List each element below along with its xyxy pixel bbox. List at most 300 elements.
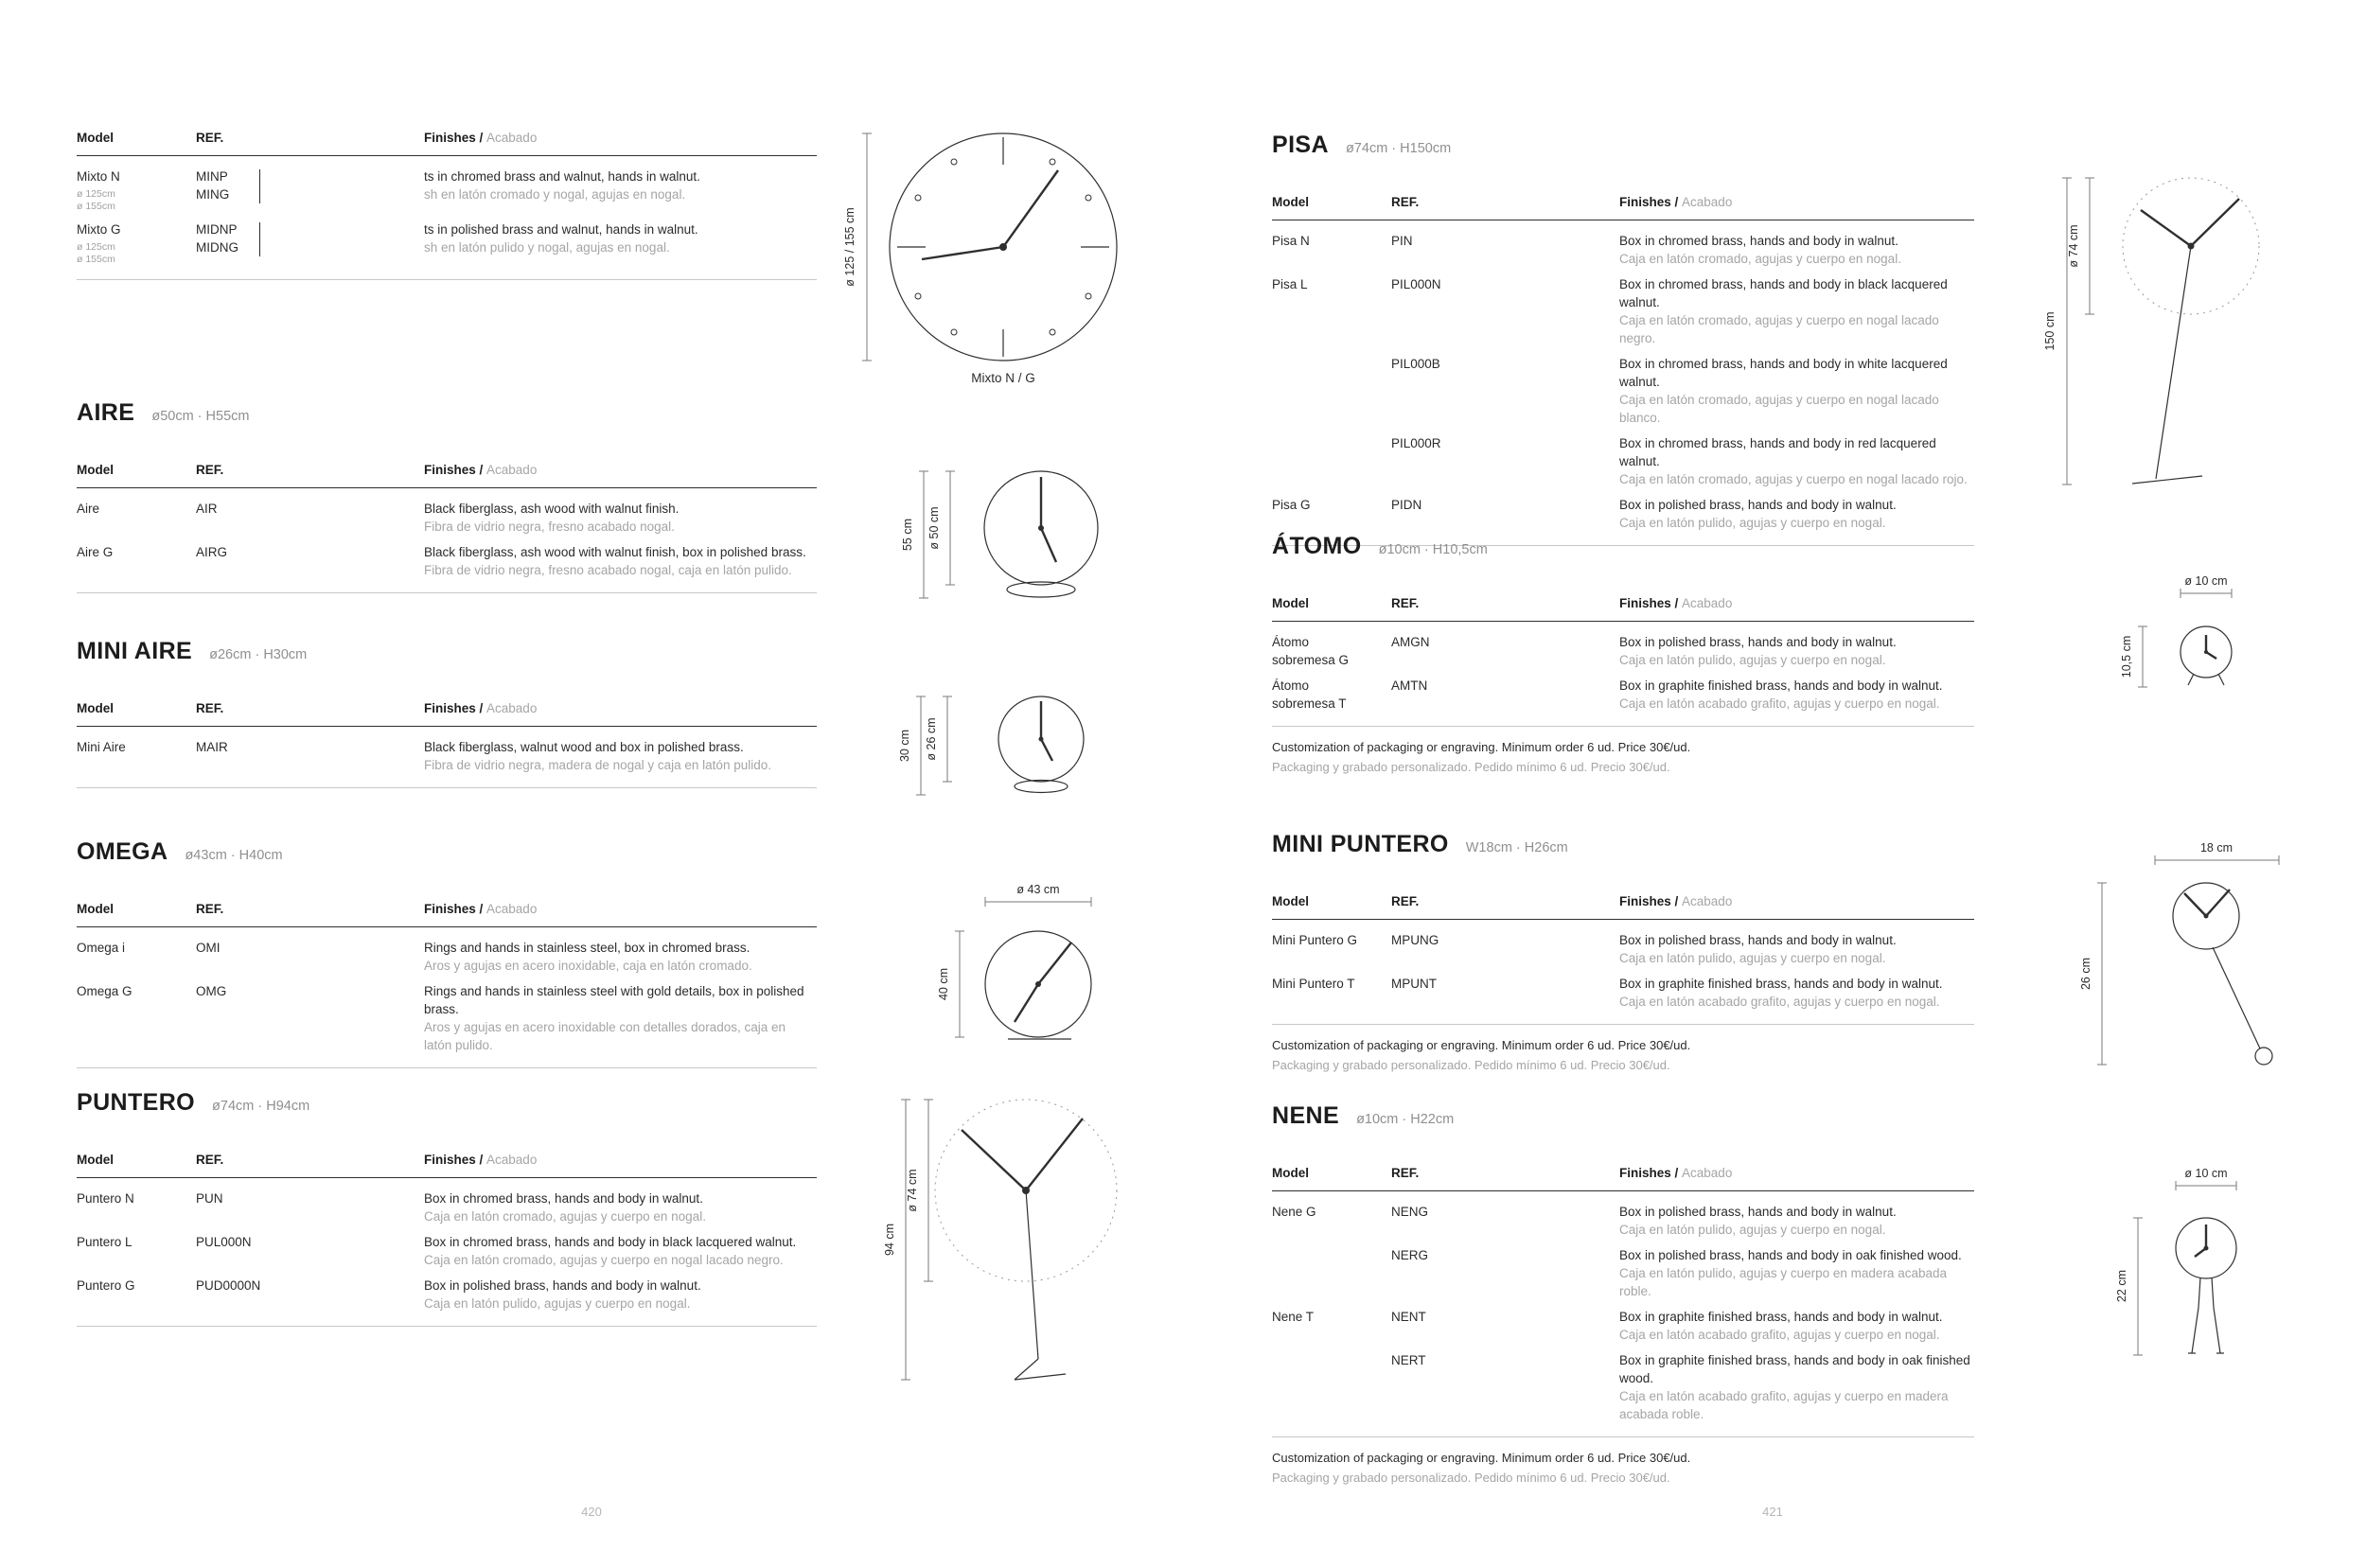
column-header-finishes-en: Finishes /: [1619, 596, 1683, 610]
model-name: Nene T: [1272, 1310, 1315, 1324]
finish-description-es: Caja en latón acabado grafito, agujas y cuerpo en nogal.: [1619, 995, 1940, 1009]
finish-description-es: Aros y agujas en acero inoxidable, caja en latón cromado.: [424, 959, 752, 973]
cell-finishes: [1619, 1308, 1974, 1344]
pisa-clock-diagram: [2035, 170, 2319, 511]
finish-description-es: sh en latón cromado y nogal, agujas en nogal.: [424, 187, 686, 202]
cell-model: [77, 220, 196, 266]
section-dimensions: ø74cm · H150cm: [1345, 141, 1452, 156]
cell-finishes: [1619, 232, 1974, 268]
section-header: [1272, 833, 1974, 856]
cell-model: [77, 500, 196, 536]
aire-dimension-lines: [901, 471, 955, 598]
column-header-ref: REF.: [196, 701, 224, 715]
finish-description-es: Fibra de vidrio negra, fresno acabado nogal.: [424, 520, 675, 534]
cell-model: [1272, 931, 1391, 967]
mini-puntero-dimension-lines: [2079, 841, 2279, 1065]
section-dimensions: ø74cm · H94cm: [212, 1099, 310, 1114]
cell-ref: [1391, 1308, 1619, 1344]
table-row: [1272, 492, 1974, 536]
finish-description-en: Box in chromed brass, hands and body in red lacquered walnut.: [1619, 436, 1936, 468]
column-header-finishes-es: Acabado: [1682, 596, 1733, 610]
cell-ref: [1391, 677, 1619, 713]
model-name: Omega G: [77, 984, 132, 998]
cell-ref: [196, 939, 424, 975]
model-name: Pisa N: [1272, 234, 1310, 248]
column-header-finishes: [424, 131, 817, 146]
mini-aire-clock-drawing: [998, 696, 1084, 793]
aire-diameter-label: ø 50 cm: [927, 506, 941, 550]
table-body: [1272, 1191, 1974, 1437]
cell-model: [1272, 434, 1391, 488]
mini-puntero-height-label: 26 cm: [2079, 957, 2092, 991]
ref-code: MAIR: [196, 740, 228, 754]
model-name: Mixto N: [77, 169, 120, 184]
cell-ref: [1391, 633, 1619, 669]
column-header-finishes-es: Acabado: [486, 902, 538, 916]
cell-finishes: [1619, 1351, 1974, 1423]
pisa-diameter-label: ø 74 cm: [2067, 224, 2080, 268]
nene-clock-drawing: [2176, 1218, 2236, 1353]
cell-finishes: [424, 543, 817, 579]
table-row: [77, 496, 817, 539]
ref-code: NENT: [1391, 1310, 1426, 1324]
column-header-ref: REF.: [1391, 1166, 1420, 1180]
section-mixto: [77, 131, 817, 280]
ref-code: AIRG: [196, 545, 228, 559]
table-header-row: [1272, 894, 1974, 920]
pisa-clock-drawing: [2123, 178, 2259, 484]
finish-description-en: ts in chromed brass and walnut, hands in walnut.: [424, 169, 700, 184]
model-name: Mixto G: [77, 222, 121, 237]
model-size: ø 125cm: [77, 188, 115, 200]
cell-model: [77, 543, 196, 579]
cell-finishes: [1619, 355, 1974, 427]
ref-code: PIN: [1391, 234, 1413, 248]
model-name: Puntero N: [77, 1191, 134, 1206]
section-dimensions: ø26cm · H30cm: [209, 647, 308, 662]
finish-description-es: Fibra de vidrio negra, fresno acabado nogal, caja en latón pulido.: [424, 563, 792, 577]
table-row: [77, 734, 817, 778]
column-header-finishes: [424, 1153, 817, 1168]
table-row: [1272, 1304, 1974, 1348]
section-header: [77, 1091, 817, 1115]
page-number-right: 421: [1762, 1505, 1783, 1519]
model-name: sobremesa T: [1272, 696, 1347, 711]
customization-note: [1272, 738, 1974, 777]
cell-finishes: [1619, 496, 1974, 532]
atomo-dimension-lines: [2120, 574, 2232, 687]
finish-description-es: Caja en latón cromado, agujas y cuerpo en nogal lacado negro.: [1619, 313, 1939, 345]
omega-diameter-label: ø 43 cm: [1016, 883, 1060, 896]
finish-description-es: Caja en latón cromado, agujas y cuerpo en nogal.: [424, 1209, 706, 1224]
cell-finishes: [1619, 633, 1974, 669]
column-header-model: Model: [77, 902, 114, 916]
ref-code: AIR: [196, 502, 218, 516]
cell-model: [77, 1277, 196, 1313]
finish-description-es: Caja en latón cromado, agujas y cuerpo en nogal lacado negro.: [424, 1253, 784, 1267]
section-header: [1272, 535, 1974, 558]
column-header-finishes-en: Finishes /: [424, 902, 487, 916]
table-row: [77, 978, 817, 1058]
cell-model: [77, 939, 196, 975]
ref-code: MPUNG: [1391, 933, 1439, 947]
section-dimensions: ø43cm · H40cm: [185, 848, 283, 863]
cell-ref: [1391, 355, 1619, 427]
model-name: Átomo: [1272, 635, 1310, 649]
finish-description-en: Box in chromed brass, hands and body in walnut.: [424, 1191, 703, 1206]
mini-puntero-clock-diagram: [2073, 833, 2338, 1088]
finish-description-es: sh en latón pulido y nogal, agujas en nogal.: [424, 240, 670, 255]
cell-finishes: [1619, 1203, 1974, 1239]
ref-code: PIL000R: [1391, 436, 1441, 450]
column-header-finishes: [1619, 596, 1974, 611]
ref-code: NERG: [1391, 1248, 1429, 1262]
column-header-finishes-es: Acabado: [1682, 195, 1733, 209]
column-header-finishes-es: Acabado: [486, 1153, 538, 1167]
section-atomo: [1272, 535, 1974, 777]
column-header-finishes-en: Finishes /: [424, 701, 487, 715]
section-mini-puntero: [1272, 833, 1974, 1075]
cell-finishes: [424, 1233, 817, 1269]
section-aire: [77, 401, 817, 593]
cell-finishes: [1619, 975, 1974, 1011]
section-mini-aire: [77, 640, 817, 788]
aire-height-label: 55 cm: [901, 518, 914, 552]
finish-description-es: Caja en latón cromado, agujas y cuerpo en nogal lacado rojo.: [1619, 472, 1968, 486]
finish-description-en: Box in polished brass, hands and body in walnut.: [1619, 933, 1897, 947]
cell-model: [1272, 975, 1391, 1011]
aire-clock-drawing: [984, 471, 1098, 597]
cell-finishes: [424, 500, 817, 536]
model-size: ø 155cm: [77, 254, 115, 265]
cell-model: [77, 982, 196, 1054]
table-row: [1272, 971, 1974, 1014]
table-row: [1272, 351, 1974, 431]
table-body: [77, 727, 817, 788]
finish-description-es: Caja en latón pulido, agujas y cuerpo en nogal.: [1619, 1223, 1886, 1237]
column-header-finishes-en: Finishes /: [1619, 894, 1683, 908]
finish-description-es: Caja en latón pulido, agujas y cuerpo en nogal.: [1619, 653, 1886, 667]
column-header-model: Model: [1272, 894, 1309, 908]
omega-dimension-lines: [937, 883, 1091, 1037]
model-name: Nene G: [1272, 1205, 1316, 1219]
customization-note-en: Customization of packaging or engraving. Minimum order 6 ud. Price 30€/ud.: [1272, 1038, 1691, 1052]
atomo-height-label: 10,5 cm: [2120, 635, 2133, 678]
column-header-finishes-es: Acabado: [486, 701, 538, 715]
section-header: [77, 840, 817, 864]
finish-description-en: Box in polished brass, hands and body in walnut.: [424, 1278, 701, 1293]
mixto-clock-diagram: [842, 121, 1164, 405]
ref-code: PIL000B: [1391, 357, 1440, 371]
cell-finishes: [1619, 434, 1974, 488]
cell-ref: [1391, 232, 1619, 268]
cell-model: [77, 738, 196, 774]
table-body: [1272, 622, 1974, 727]
finish-description-en: Box in chromed brass, hands and body in walnut.: [1619, 234, 1898, 248]
table-row: [1272, 1348, 1974, 1427]
cell-ref: [196, 167, 424, 213]
nene-dimension-lines: [2115, 1167, 2236, 1355]
table-body: [77, 927, 817, 1068]
finish-description-en: Box in graphite finished brass, hands and body in walnut.: [1619, 1310, 1943, 1324]
cell-ref: [196, 1189, 424, 1225]
section-title: NENE: [1272, 1102, 1340, 1129]
ref-code: PUL000N: [196, 1235, 252, 1249]
aire-clock-diagram: [890, 445, 1117, 634]
table-row: [1272, 629, 1974, 673]
model-name: Mini Aire: [77, 740, 126, 754]
ref-code: MIDNP: [196, 222, 238, 237]
section-header: [1272, 133, 1974, 157]
cell-ref: [1391, 1203, 1619, 1239]
table-header-row: [77, 463, 817, 488]
mixto-dimension-lines: [843, 133, 872, 361]
cell-model: [77, 1233, 196, 1269]
customization-note-en: Customization of packaging or engraving. Minimum order 6 ud. Price 30€/ud.: [1272, 1451, 1691, 1465]
table-row: [77, 1186, 817, 1229]
nene-diameter-label: ø 10 cm: [2184, 1167, 2228, 1180]
finish-description-es: Caja en latón acabado grafito, agujas y cuerpo en nogal.: [1619, 1328, 1940, 1342]
section-title: PISA: [1272, 132, 1329, 158]
mini-aire-dimension-lines: [898, 696, 952, 795]
finish-description-en: Black fiberglass, walnut wood and box in polished brass.: [424, 740, 744, 754]
cell-finishes: [424, 982, 817, 1054]
finish-description-en: Box in graphite finished brass, hands and body in walnut.: [1619, 977, 1943, 991]
table-row: [77, 164, 817, 217]
customization-note: [1272, 1449, 1974, 1488]
cell-model: [1272, 355, 1391, 427]
column-header-finishes-en: Finishes /: [424, 1153, 487, 1167]
cell-ref: [196, 982, 424, 1054]
finish-description-es: Caja en latón pulido, agujas y cuerpo en nogal.: [1619, 951, 1886, 965]
ref-code: MPUNT: [1391, 977, 1437, 991]
customization-note: [1272, 1036, 1974, 1075]
table-row: [1272, 228, 1974, 272]
cell-model: [1272, 1246, 1391, 1300]
cell-model: [1272, 1351, 1391, 1423]
table-header-row: [77, 1153, 817, 1178]
puntero-clock-drawing: [935, 1100, 1117, 1380]
cell-finishes: [1619, 677, 1974, 713]
column-header-model: Model: [77, 701, 114, 715]
section-header: [77, 640, 817, 663]
column-header-finishes: [1619, 195, 1974, 210]
puntero-clock-diagram: [880, 1077, 1136, 1399]
model-name: Átomo: [1272, 678, 1310, 693]
column-header-ref: REF.: [1391, 894, 1420, 908]
column-header-finishes-en: Finishes /: [1619, 195, 1683, 209]
table-body: [77, 488, 817, 593]
finish-description-es: Caja en latón cromado, agujas y cuerpo en nogal.: [1619, 252, 1901, 266]
model-name: Omega i: [77, 941, 126, 955]
cell-finishes: [1619, 275, 1974, 347]
finish-description-es: Caja en latón cromado, agujas y cuerpo en nogal lacado blanco.: [1619, 393, 1939, 425]
cell-model: [77, 167, 196, 213]
mini-aire-height-label: 30 cm: [898, 729, 911, 763]
column-header-ref: REF.: [196, 902, 224, 916]
ref-code: PUN: [196, 1191, 223, 1206]
column-header-finishes-es: Acabado: [1682, 894, 1733, 908]
customization-note-es: Packaging y grabado personalizado. Pedido mínimo 6 ud. Precio 30€/ud.: [1272, 759, 1670, 774]
column-header-finishes: [424, 902, 817, 917]
finish-description-en: Rings and hands in stainless steel with gold details, box in polished brass.: [424, 984, 804, 1016]
customization-note-es: Packaging y grabado personalizado. Pedido mínimo 6 ud. Precio 30€/ud.: [1272, 1057, 1670, 1072]
table-row: [1272, 927, 1974, 971]
model-name: Pisa L: [1272, 277, 1308, 291]
finish-description-es: Fibra de vidrio negra, madera de nogal y caja en latón pulido.: [424, 758, 771, 772]
cell-finishes: [424, 220, 817, 266]
model-name: Mini Puntero T: [1272, 977, 1355, 991]
section-dimensions: ø50cm · H55cm: [151, 409, 250, 424]
column-header-ref: REF.: [1391, 195, 1420, 209]
cell-ref: [196, 543, 424, 579]
cell-model: [1272, 1203, 1391, 1239]
section-title: AIRE: [77, 399, 135, 426]
column-header-finishes-en: Finishes /: [424, 463, 487, 477]
pisa-dimension-lines: [2043, 178, 2094, 484]
finish-description-en: Black fiberglass, ash wood with walnut finish.: [424, 502, 680, 516]
section-header: [1272, 1104, 1974, 1128]
table-body: [77, 1178, 817, 1327]
cell-finishes: [424, 939, 817, 975]
pisa-height-label: 150 cm: [2043, 311, 2057, 351]
column-header-model: Model: [1272, 596, 1309, 610]
table-row: [77, 935, 817, 978]
section-dimensions: W18cm · H26cm: [1465, 840, 1568, 855]
table-row: [1272, 431, 1974, 492]
finish-description-es: Caja en latón acabado grafito, agujas y cuerpo en nogal.: [1619, 696, 1940, 711]
ref-code: NENG: [1391, 1205, 1429, 1219]
ref-code: MINP: [196, 169, 228, 184]
section-dimensions: ø10cm · H22cm: [1356, 1112, 1455, 1127]
model-name: Puntero G: [77, 1278, 135, 1293]
cell-model: [1272, 275, 1391, 347]
table-row: [77, 1229, 817, 1273]
atomo-clock-drawing: [2181, 626, 2232, 685]
column-header-finishes: [1619, 894, 1974, 909]
puntero-height-label: 94 cm: [883, 1223, 896, 1257]
nene-height-label: 22 cm: [2115, 1269, 2128, 1303]
cell-ref: [1391, 434, 1619, 488]
finish-description-en: Box in graphite finished brass, hands and body in walnut.: [1619, 678, 1943, 693]
model-size: ø 155cm: [77, 201, 115, 212]
page-number-left: 420: [581, 1505, 602, 1519]
cell-model: [1272, 496, 1391, 532]
table-header-row: [77, 701, 817, 727]
cell-ref: [1391, 496, 1619, 532]
finish-description-en: Box in chromed brass, hands and body in black lacquered walnut.: [1619, 277, 1948, 309]
ref-code: OMI: [196, 941, 221, 955]
table-row: [1272, 1242, 1974, 1304]
atomo-clock-diagram: [2110, 568, 2309, 719]
section-dimensions: ø10cm · H10,5cm: [1378, 542, 1488, 557]
mini-aire-diameter-label: ø 26 cm: [925, 717, 938, 761]
finish-description-es: Caja en latón acabado grafito, agujas y cuerpo en madera acabada roble.: [1619, 1389, 1949, 1421]
ref-code: PIL000N: [1391, 277, 1441, 291]
finish-description-en: Black fiberglass, ash wood with walnut finish, box in polished brass.: [424, 545, 806, 559]
model-name: Aire: [77, 502, 100, 516]
cell-ref: [196, 738, 424, 774]
customization-note-en: Customization of packaging or engraving. Minimum order 6 ud. Price 30€/ud.: [1272, 740, 1691, 754]
cell-ref: [196, 1233, 424, 1269]
table-row: [77, 539, 817, 583]
cell-ref: [196, 220, 424, 266]
puntero-diameter-label: ø 74 cm: [906, 1169, 919, 1212]
finish-description-es: Caja en latón pulido, agujas y cuerpo en nogal.: [1619, 516, 1886, 530]
table-row: [1272, 673, 1974, 716]
mixto-caption: Mixto N / G: [971, 371, 1035, 385]
cell-model: [1272, 1308, 1391, 1344]
column-header-ref: REF.: [196, 131, 224, 145]
section-pisa: [1272, 133, 1974, 546]
column-header-finishes-es: Acabado: [486, 463, 538, 477]
omega-clock-drawing: [985, 931, 1091, 1039]
finish-description-es: Caja en latón pulido, agujas y cuerpo en madera acabada roble.: [1619, 1266, 1947, 1298]
customization-note-es: Packaging y grabado personalizado. Pedido mínimo 6 ud. Precio 30€/ud.: [1272, 1470, 1670, 1485]
ref-group-bracket: [259, 222, 260, 256]
ref-code: MIDNG: [196, 240, 238, 255]
finish-description-en: ts in polished brass and walnut, hands in walnut.: [424, 222, 698, 237]
finish-description-es: Aros y agujas en acero inoxidable con detalles dorados, caja en latón pulido.: [424, 1020, 786, 1052]
cell-model: [1272, 633, 1391, 669]
column-header-finishes: [424, 463, 817, 478]
section-title: MINI AIRE: [77, 638, 193, 664]
finish-description-en: Box in polished brass, hands and body in walnut.: [1619, 498, 1897, 512]
mini-aire-clock-diagram: [890, 662, 1117, 814]
finish-description-en: Box in polished brass, hands and body in walnut.: [1619, 1205, 1897, 1219]
column-header-model: Model: [77, 463, 114, 477]
omega-height-label: 40 cm: [937, 967, 950, 1001]
cell-finishes: [424, 1277, 817, 1313]
table-header-row: [1272, 1166, 1974, 1191]
cell-model: [77, 1189, 196, 1225]
section-nene: [1272, 1104, 1974, 1488]
ref-code: PUD0000N: [196, 1278, 261, 1293]
nene-clock-diagram: [2110, 1164, 2309, 1382]
column-header-ref: REF.: [196, 1153, 224, 1167]
column-header-finishes-en: Finishes /: [1619, 1166, 1683, 1180]
column-header-finishes-es: Acabado: [486, 131, 538, 145]
finish-description-en: Rings and hands in stainless steel, box in chromed brass.: [424, 941, 750, 955]
section-title: OMEGA: [77, 838, 168, 865]
finish-description-es: Caja en latón pulido, agujas y cuerpo en nogal.: [424, 1296, 691, 1311]
table-header-row: [77, 131, 817, 156]
section-title: MINI PUNTERO: [1272, 831, 1449, 857]
column-header-ref: REF.: [196, 463, 224, 477]
finish-description-en: Box in polished brass, hands and body in walnut.: [1619, 635, 1897, 649]
finish-description-en: Box in chromed brass, hands and body in white lacquered walnut.: [1619, 357, 1948, 389]
model-name: Puntero L: [77, 1235, 132, 1249]
table-body: [1272, 920, 1974, 1025]
ref-code: AMTN: [1391, 678, 1428, 693]
table-body: [1272, 220, 1974, 546]
ref-code: PIDN: [1391, 498, 1422, 512]
cell-ref: [1391, 975, 1619, 1011]
cell-finishes: [424, 1189, 817, 1225]
cell-finishes: [1619, 1246, 1974, 1300]
column-header-model: Model: [77, 131, 114, 145]
cell-ref: [1391, 1246, 1619, 1300]
section-puntero: [77, 1091, 817, 1327]
finish-description-en: Box in graphite finished brass, hands and body in oak finished wood.: [1619, 1353, 1970, 1385]
table-row: [77, 217, 817, 270]
column-header-finishes: [424, 701, 817, 716]
table-row: [1272, 1199, 1974, 1242]
cell-finishes: [1619, 931, 1974, 967]
section-title: PUNTERO: [77, 1089, 196, 1116]
mixto-clock-drawing: [890, 133, 1117, 361]
cell-ref: [1391, 275, 1619, 347]
